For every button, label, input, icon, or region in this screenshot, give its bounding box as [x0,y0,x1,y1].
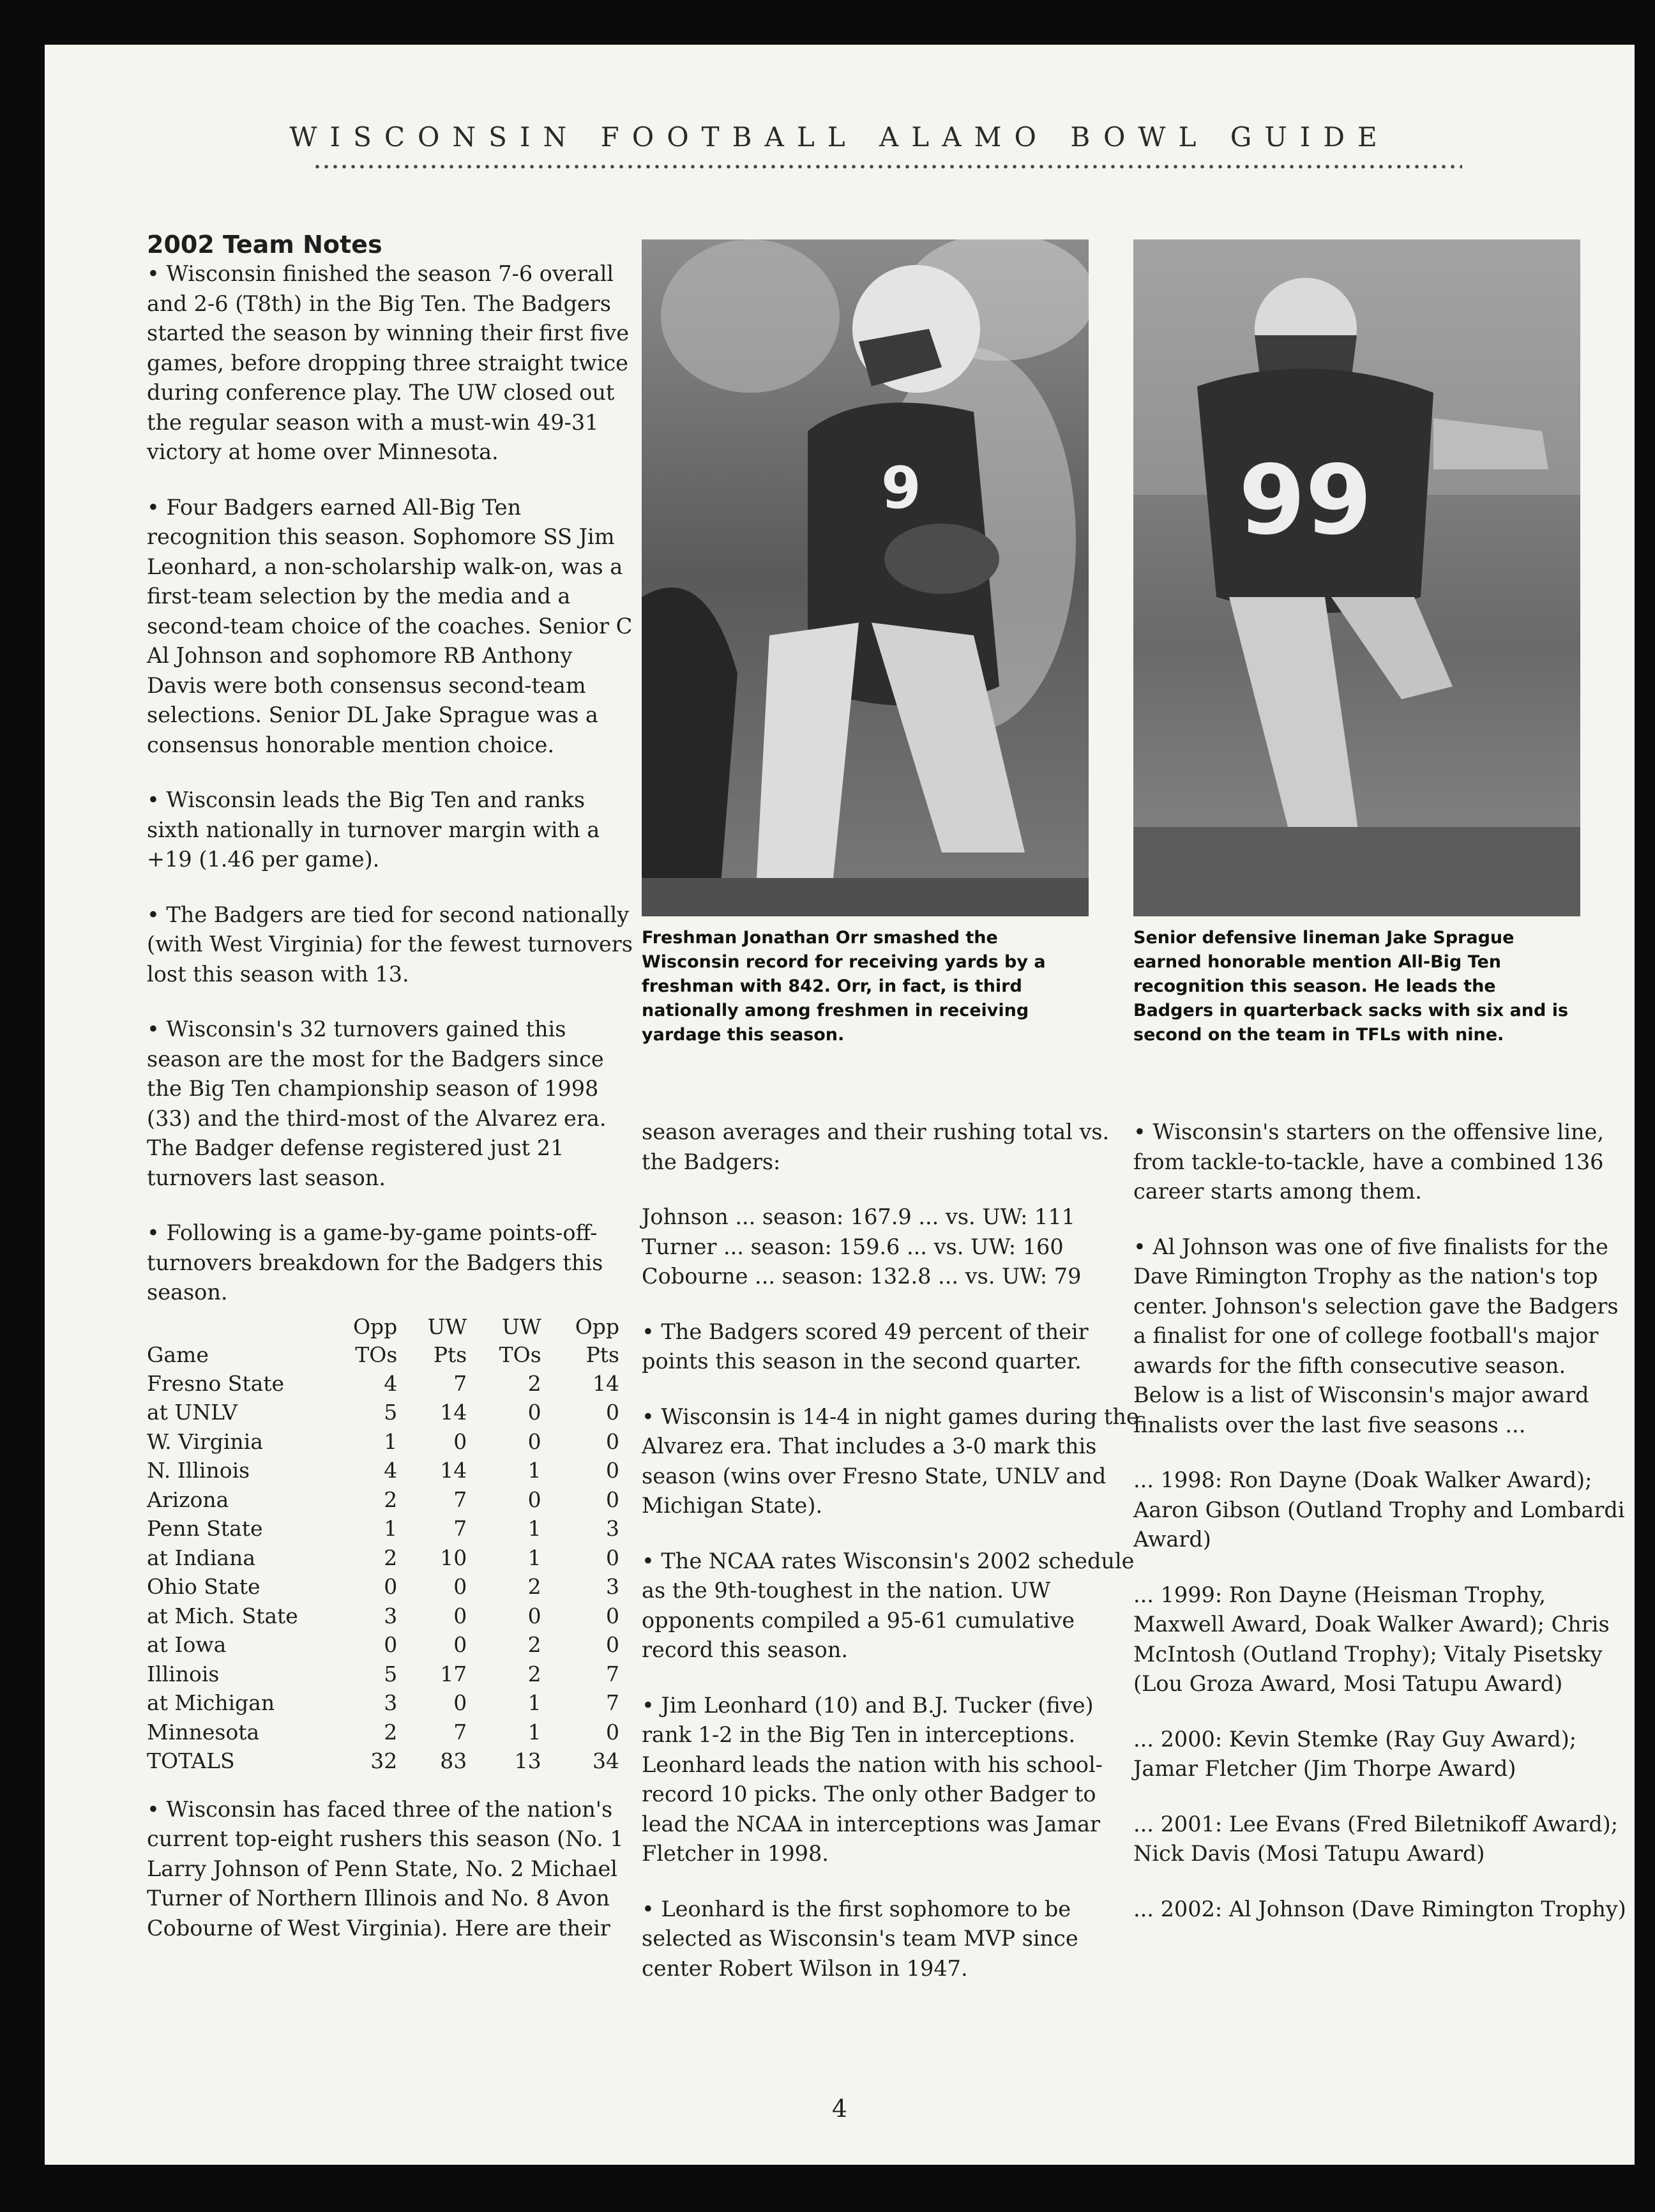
stat-cell: 0 [453,1632,467,1657]
stat-cell: 34 [593,1748,619,1773]
game-cell: Penn State [147,1516,263,1541]
stat-cell: 0 [384,1632,398,1657]
note-paragraph: • The Badgers are tied for second nationally (with West Virginia) for the fewest turnovers lost this season with 13. [147,902,633,987]
note-paragraph: ... 1998: Ron Dayne (Doak Walker Award); Aaron Gibson (Outland Trophy and Lombardi Award) [1133,1467,1625,1552]
stat-cell: 3 [384,1690,398,1715]
stat-cell: 1 [384,1428,398,1454]
table-header-row [147,1313,619,1341]
running-header: WISCONSIN FOOTBALL ALAMO BOWL GUIDE [289,121,1390,153]
stat-cell: 2 [384,1719,398,1745]
table-header-cell: UW [501,1314,541,1339]
stat-cell: 1 [527,1545,541,1570]
game-cell: TOTALS [147,1748,235,1773]
stat-cell: 3 [606,1516,619,1541]
table-row [147,1427,619,1457]
points-off-turnovers-table [147,1313,619,1776]
stat-cell: 0 [606,1458,619,1483]
stat-cell: 13 [514,1748,541,1773]
photo-caption-orr: Freshman Jonathan Orr smashed the Wisconsin record for receiving yards by a freshman with 842. Orr, in fact, is third nationally among freshmen in receiving yardage this season. [642,928,1046,1045]
dotted-rule [313,163,1462,170]
stat-cell: 14 [440,1400,467,1425]
stat-cell: 0 [527,1603,541,1628]
stat-cell: 3 [384,1603,398,1628]
note-paragraph: ... 2002: Al Johnson (Dave Rimington Trophy) [1133,1896,1626,1921]
table-row [147,1456,619,1485]
rusher-stats [642,1202,1140,1292]
table-row [147,1718,619,1747]
game-cell: N. Illinois [147,1458,250,1483]
table-row [147,1369,619,1398]
football-photo-sprague [1133,239,1580,916]
table-row [147,1660,619,1689]
table-row [147,1630,619,1660]
stat-cell: 2 [384,1487,398,1512]
note-paragraph: • Wisconsin finished the season 7-6 overall and 2-6 (T8th) in the Big Ten. The Badgers started the season by winning their first five games, before dropping three straight twice during conference play. The UW closed out the regular season with a must-win 49-31 victory at home over Minnesota. [147,261,630,464]
stat-cell: 2 [384,1545,398,1570]
note-paragraph: • Wisconsin's 32 turnovers gained this season are the most for the Badgers since the Big Ten championship season of 1998 (33) and the third-most of the Alvarez era. The Badger defense registered just 21 turnovers last season. [147,1017,607,1190]
note-paragraph: • Four Badgers earned All-Big Ten recognition this season. Sophomore SS Jim Leonhard, a non-scholarship walk-on, was a first-team selection by the media and a second-team choice of the coaches. Senior C Al Johnson and sophomore RB Anthony Davis were both consensus second-team selections. Senior DL Jake Sprague was a consensus honorable mention choice. [147,494,633,757]
note-paragraph: • Wisconsin has faced three of the nation's current top-eight rushers this season (No. 1 Larry Johnson of Penn State, No. 2 Michael Turner of Northern Illinois and No. 8 Avon Cobourne of West Virginia). Here are their [147,1796,624,1941]
note-paragraph: ... 2000: Kevin Stemke (Ray Guy Award); Jamar Fletcher (Jim Thorpe Award) [1133,1726,1577,1781]
game-cell: at Mich. State [147,1603,298,1628]
stat-cell: 0 [453,1690,467,1715]
table-row [147,1688,619,1718]
game-cell: at UNLV [147,1400,238,1425]
game-cell: Fresno State [147,1370,285,1396]
stat-cell: 0 [606,1719,619,1745]
stat-cell: 2 [527,1661,541,1686]
stat-cell: 0 [606,1603,619,1628]
stat-line: Turner ... season: 159.6 ... vs. UW: 160 [642,1234,1064,1259]
stat-cell: 0 [384,1574,398,1599]
note-paragraph: • Following is a game-by-game points-off-turnovers breakdown for the Badgers this season. [147,1220,603,1305]
stat-cell: 2 [527,1632,541,1657]
game-cell: at Michigan [147,1690,275,1715]
table-header-cell: Opp [352,1314,398,1339]
football-photo-orr [642,239,1089,916]
stat-cell: 0 [527,1487,541,1512]
stat-cell: 1 [527,1719,541,1745]
stat-cell: 4 [384,1458,398,1483]
stat-cell: 1 [527,1516,541,1541]
right-column [1133,1117,1638,1950]
stat-cell: 17 [440,1661,467,1686]
stat-cell: 10 [440,1545,467,1570]
stat-cell: 3 [606,1574,619,1599]
game-cell: Illinois [147,1661,220,1686]
note-paragraph: • Leonhard is the first sophomore to be selected as Wisconsin's team MVP since center Robert Wilson in 1947. [642,1896,1078,1981]
photo-jonathan-orr [642,239,1089,916]
stat-line: Johnson ... season: 167.9 ... vs. UW: 111 [642,1204,1075,1229]
note-paragraph: ... 2001: Lee Evans (Fred Biletnikoff Award); Nick Davis (Mosi Tatupu Award) [1133,1811,1619,1866]
stat-cell: 0 [453,1603,467,1628]
table-row [147,1514,619,1543]
stat-cell: 0 [527,1428,541,1454]
photo-caption-sprague: Senior defensive lineman Jake Sprague earned honorable mention All-Big Ten recognition this season. He leads the Badgers in quarterback sacks with six and is second on the team in TFLs with nine. [1133,928,1569,1045]
note-paragraph: • Al Johnson was one of five finalists for the Dave Rimington Trophy as the nation's top center. Johnson's selection gave the Badgers a finalist for one of college football's major awards for the fifth consecutive season. Below is a list of Wisconsin's major award finalists over the last five seasons ... [1133,1234,1619,1437]
game-cell: Minnesota [147,1719,260,1745]
stat-cell: 1 [527,1690,541,1715]
stat-cell: 0 [453,1574,467,1599]
stat-cell: 0 [606,1400,619,1425]
stat-cell: 14 [593,1370,619,1396]
stat-cell: 5 [384,1661,398,1686]
stat-cell: 14 [440,1458,467,1483]
svg-text:9: 9 [881,455,921,522]
stat-cell: 7 [453,1370,467,1396]
stat-cell: 32 [370,1748,398,1773]
table-row [147,1485,619,1515]
section-title: 2002 Team Notes [147,231,382,259]
note-paragraph: • Jim Leonhard (10) and B.J. Tucker (five) rank 1-2 in the Big Ten in interceptions. Leonhard leads the nation with his school-record 10 picks. The only other Badger to lead the NCAA in interceptions was Jamar Fletcher in 1998. [642,1692,1103,1866]
stat-cell: 2 [527,1574,541,1599]
table-header-cell: TOs [355,1342,398,1367]
stat-cell: 0 [606,1632,619,1657]
note-paragraph: season averages and their rushing total vs. the Badgers: [642,1119,1110,1174]
stat-cell: 5 [384,1400,398,1425]
page-number: 4 [831,2095,848,2123]
table-header-cell: TOs [499,1342,541,1367]
table-header-cell [147,1313,319,1341]
table-header-cell: Pts [433,1342,467,1367]
game-cell: at Indiana [147,1545,255,1570]
note-paragraph: • The Badgers scored 49 percent of their points this season in the second quarter. [642,1319,1089,1374]
table-row [147,1602,619,1631]
stat-line: Cobourne ... season: 132.8 ... vs. UW: 79 [642,1264,1082,1289]
stat-cell: 7 [606,1690,619,1715]
stat-cell: 0 [606,1428,619,1454]
table-row [147,1572,619,1602]
stat-cell: 7 [453,1719,467,1745]
note-paragraph: • The NCAA rates Wisconsin's 2002 schedule as the 9th-toughest in the nation. UW opponents compiled a 95-61 cumulative record this season. [642,1548,1135,1662]
stat-cell: 1 [384,1516,398,1541]
table-header-cell: Opp [575,1314,619,1339]
table-row [147,1746,619,1776]
stat-cell: 4 [384,1370,398,1396]
stat-cell: 2 [527,1370,541,1396]
note-paragraph: • Wisconsin's starters on the offensive line, from tackle-to-tackle, have a combined 136 career starts among them. [1133,1119,1605,1204]
document-page [45,45,1635,2165]
game-cell: Arizona [147,1487,229,1512]
table-row [147,1398,619,1427]
table-header-cell: Pts [586,1342,619,1367]
stat-cell: 0 [527,1400,541,1425]
stat-cell: 0 [606,1487,619,1512]
game-cell: W. Virginia [147,1428,263,1454]
stat-cell: 7 [453,1487,467,1512]
note-paragraph: • Wisconsin leads the Big Ten and ranks sixth nationally in turnover margin with a +19 (1.46 per game). [147,787,600,872]
stat-cell: 83 [440,1748,467,1773]
game-cell: Ohio State [147,1574,261,1599]
table-body [147,1369,619,1776]
table-header-cell: UW [427,1314,467,1339]
note-paragraph: ... 1999: Ron Dayne (Heisman Trophy, Maxwell Award, Doak Walker Award); Chris McIntosh (Outland Trophy); Vitaly Pisetsky (Lou Groza Award, Mosi Tatupu Award) [1133,1582,1610,1696]
game-cell: at Iowa [147,1632,227,1657]
middle-column [642,1117,1140,2009]
stat-cell: 0 [606,1545,619,1570]
stat-cell: 7 [606,1661,619,1686]
table-header-row [147,1341,619,1369]
svg-text:99: 99 [1239,445,1372,556]
table-header-cell: Game [147,1342,209,1367]
photo-jake-sprague [1133,239,1580,916]
stat-cell: 1 [527,1458,541,1483]
left-column [147,230,639,1969]
table-row [147,1543,619,1573]
stat-cell: 7 [453,1516,467,1541]
note-paragraph: • Wisconsin is 14-4 in night games during the Alvarez era. That includes a 3-0 mark this season (wins over Fresno State, UNLV and Michigan State). [642,1404,1139,1518]
stat-cell: 0 [453,1428,467,1454]
